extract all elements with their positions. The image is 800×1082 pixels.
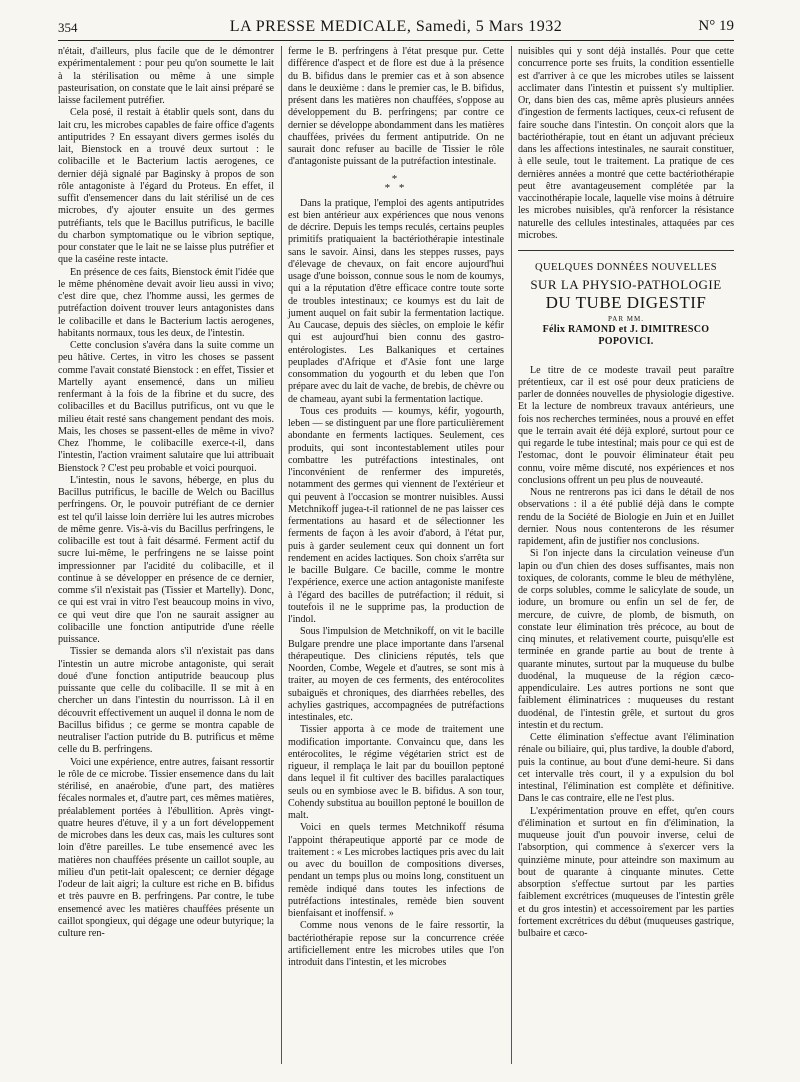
paragraph: Si l'on injecte dans la circulation veineuse d'un lapin ou d'un chien des doses suffisantes, mais non toxiques, de colorants, comme le bleu de méthylène, de corps solubles, comme le salicylate de soude, un iodure, un bromure ou enfin un sel de fer, de mercure, de cuivre, de plomb, de bismuth, on constate leur élimination très précoce, au bout de cinq minutes, et relativement courte, puisqu'elle est terminée en grande partie au bout de trente à quarante minutes, surtout par la muqueuse du bulbe duodénal, la muqueuse de la région cæco-appendiculaire. Les autres portions ne sont que faiblement éliminatrices : muqueuses du restant duodénal, de l'intestin grêle, et surtout du gros intestin et du rectum. bbox=[518, 548, 734, 731]
issue-number: N° 19 bbox=[698, 18, 734, 34]
article-byline-par: PAR MM. bbox=[608, 315, 644, 323]
header-rule bbox=[58, 40, 734, 41]
column-3-bottom bbox=[518, 365, 734, 941]
article-title-line-1: SUR LA PHYSIO-PATHOLOGIE bbox=[530, 277, 722, 292]
paragraph: nuisibles qui y sont déjà installés. Pour que cette concurrence porte ses fruits, la condition essentielle est d'arriver à ce que les microbes utiles se laissent acclimater dans l'intestin et puissent s'y multiplier. Or, dans bien des cas, même après plusieurs années d'ingestion de ferments lactiques, ceux-ci refusent de faire souche dans l'intestin. On conçoit alors que la bactériothérapie, tout en étant un adjuvant précieux dans les affections intestinales, ne saurait constituer, à elle seule, tout le traitement. La pratique de ces dernières années a montré que cette bactériothérapie peut être avantageusement complétée par la vaccinothérapie locale, laquelle vise moins à détruire les microbes nuisibles, qu'à renforcer la résistance naturelle des cellules intestinales, attaquées par ces microbes. bbox=[518, 46, 734, 241]
column-divider bbox=[281, 46, 282, 1064]
column-3-top bbox=[518, 46, 734, 242]
paragraph: Tissier apporta à ce mode de traitement une modification importante. Convaincu que, dans les entérocolites, le régime végétarien strict est de rigueur, il remplaça le lait par du bouillon peptoné dans lequel il fit cultiver des bacilles paralactiques seuls ou en symbiose avec le B. bifidus. A son tour, Cohendy substitua au bouillon peptoné le bouillon de malt. bbox=[288, 724, 504, 821]
paragraph: Voici une expérience, entre autres, faisant ressortir le rôle de ce microbe. Tissier ensemence dans du lait stérilisé, en anaérobie, d'une part, des matières fécales normales et, d'autre part, ces mêmes matières, préalablement portées à l'ébullition. Après vingt-quatre heures d'étuve, il y a un fort développement de microbes dans les deux cas, mais les cultures sont loin d'être pareilles. Le tube ensemencé avec les matières non chauffées présente un caillot souple, au milieu d'un petit-lait opalescent; ce dernier dégage l'odeur de lait aigri; la culture est riche en B. bifidus et très pauvre en B. perfringens. Par contre, le tube ensemencé avec les matières chauffées présente un caillot spongieux, qui dégage une odeur butyrique; la culture ren- bbox=[58, 756, 274, 939]
journal-title: LA PRESSE MEDICALE, Samedi, 5 Mars 1932 bbox=[229, 18, 563, 35]
column-2-top bbox=[288, 46, 504, 169]
paragraph: Nous ne rentrerons pas ici dans le détail de nos observations : il a été publié déjà dans le compte rendu de la Société de Biologie en Juin et en Juillet dernier. Nous nous contenterons de les résumer rapidement, afin de justifier nos conclusions. bbox=[518, 487, 734, 547]
paragraph: L'expérimentation prouve en effet, qu'en cours d'élimination et surtout en fin d'élimination, la muqueuse jouit d'un pouvoir inverse, celui de l'absorption, qui commence à s'exercer vers la quinzième minute, pour atteindre son maximum au bout de quarante à cinquante minutes. Cette absorption s'effectue surtout par les parties faiblement excrétrices (muqueuses de l'intestin grêle et du gros intestin) et accessoirement par les parties fortement excrétrices du début (muqueuses gastrique, bulbaire et cæco- bbox=[518, 805, 734, 939]
paragraph: Comme nous venons de le faire ressortir, la bactériothérapie repose sur la concurrence créée artificiellement entre les microbes utiles que l'on introduit dans l'intestin, et les microbes bbox=[288, 920, 504, 968]
paragraph: Cette élimination s'effectue avant l'élimination rénale ou biliaire, qui, plus tardive, la double d'abord, puis la continue, au bout d'une demi-heure. Si dans cet intervalle très court, il y a expulsion du bol intestinal, l'élimination est complète et définitive. Dans le cas contraire, elle ne l'est plus. bbox=[518, 732, 734, 805]
page-header bbox=[58, 14, 734, 42]
article-authors: Félix RAMOND et J. DIMITRESCO POPOVICI. bbox=[542, 324, 710, 348]
paragraph: En présence de ces faits, Bienstock émit l'idée que le même phénomène devait avoir lieu aussi in vivo; c'est dire que, chez l'homme aussi, les germes de putréfaction doivent trouver leurs antagonistes dans le colibacille et dans le Bacterium lactis aerogenes, habitants normaux, tous les deux, de l'intestin. bbox=[58, 266, 274, 339]
column-3 bbox=[518, 46, 734, 940]
paragraph: Sous l'impulsion de Metchnikoff, on vit le bacille Bulgare prendre une place importante dans l'arsenal thérapeutique. Des cliniciens réputés, tels que Noorden, Combe, Wegele et d'autres, se sont mis à traiter, au moyen de ces ferments, des entérocolites subaiguës et chroniques, des diarrhées rebelles, des achylies gastriques, accompagnées de putréfactions intestinales, etc. bbox=[288, 626, 504, 723]
paragraph: Dans la pratique, l'emploi des agents antiputrides est bien antérieur aux expériences que nous venons de décrire. Depuis les temps reculés, certains peuples primitifs pratiquaient la bactériothérapie intestinale sans le savoir. Ainsi, dans les steppes russes, pays d'élevage de chevaux, on fait encore aujourd'hui usage d'une boisson, connue sous le nom de koumys, qui a la réputation d'être efficace contre toute sorte de troubles intestinaux; ce koumys est du lait de jument auquel on fait subir la fermentation lactique. Au Caucase, depuis des siècles, on emploie le kéfir qui est aujourd'hui bien connu des gastro-entérologistes. Les Balkaniques et certaines peuplades d'Afrique et d'Asie font une large consommation du yogourth et du leben que l'on prépare avec du lait de vache, de brebis, de chèvre ou de chameau, ayant subi la fermentation lactique. bbox=[288, 197, 504, 405]
section-separator: * * * bbox=[384, 172, 408, 194]
paragraph: Cela posé, il restait à établir quels sont, dans du lait cru, les microbes capables de faire office d'agents antiputrides ? En essayant divers germes isolés du lait, Bienstock en a trouvé deux surtout : le colibacille et le Bacterium lactis aerogenes, ce dernier déjà signalé par Baginsky à propos de son rôle antagoniste à l'égard du Proteus. En effet, il suffit d'ensemencer dans du lait stérilisé un de ces microbes, d'y ajouter ensuite un des germes putréfiants, tels que le Bacillus putrificus, le bacille du charbon symptomatique ou le vibrion septique, pour constater que le lait ne se laisse plus putréfier et que la caséine reste intacte. bbox=[58, 107, 274, 266]
column-1 bbox=[58, 46, 274, 940]
column-2-bottom bbox=[288, 198, 504, 970]
column-2 bbox=[288, 46, 504, 969]
paragraph: Cette conclusion s'avéra dans la suite comme un peu hâtive. Certes, in vitro les choses se passent comme l'avait constaté Bienstock : en effet, Tissier et Martelly ayant ensemencé, dans un milieu renfermant à la fois de la fibrine et du sucre, des colibacilles et du Bacillus putrificus, ont vu que le milieu était resté sans changement pendant des mois. Mais, les choses se passent-elles de même in vivo? Chez l'homme, le colibacille exerce-t-il, dans l'intestin, l'action vraiment salutaire que lui attribuait Bienstock ? C'est peu probable et voici pourquoi. bbox=[58, 340, 274, 474]
article-kicker: QUELQUES DONNÉES NOUVELLES bbox=[535, 262, 717, 273]
article-rule bbox=[518, 250, 734, 251]
column-divider bbox=[511, 46, 512, 1064]
paragraph: Tissier se demanda alors s'il n'existait pas dans l'intestin un autre microbe antagoniste, qui serait doué d'une fonction antiputride beaucoup plus puissante que celle du colibacille. Il se mit à en chercher un dans l'intestin du nourrisson. Là il en découvrit effectivement un auquel il donna le nom de Bacillus bifidus ; ce germe se montra capable de neutraliser l'action putride du B. putrificus et même celle du B. perfringens. bbox=[58, 646, 274, 756]
page-number: 354 bbox=[58, 20, 78, 35]
paragraph: ferme le B. perfringens à l'état presque pur. Cette différence d'aspect et de flore est due à la présence du B. bifidus dans le premier cas et à son absence dans le deuxième : dans le premier cas, le B. bifidus, présent dans les matières non chauffées, s'oppose au développement du B. perfringens; par contre ce dernier se développe abondamment dans les matières chauffées, privées du ferment antiputride. On ne saurait donc refuser au bacille de Tissier le rôle d'antagoniste puissant de la putréfaction intestinale. bbox=[288, 46, 504, 168]
paragraph: Le titre de ce modeste travail peut paraître prétentieux, car il est osé pour deux praticiens de parler de données nouvelles de physiologie digestive. Et la lecture de nombreux travaux antérieurs, une fois nos recherches terminées, nous a prouvé en effet que le terrain avait été déjà exploré, surtout pour ce qui regarde le tube intestinal; mais pour ce qui est de l'estomac, dont le pouvoir éliminateur était peu connu, voire même discuté, nos expériences et nos conclusions offrent un peu plus de nouveauté. bbox=[518, 364, 734, 486]
paragraph: n'était, d'ailleurs, plus facile que de le démontrer expérimentalement : pour peu qu'on soumette le lait à la stérilisation ou même à une simple pasteurisation, on constate que le lait ainsi préparé se laisse facilement putréfier. bbox=[58, 46, 274, 106]
article-title-line-2: DU TUBE DIGESTIF bbox=[545, 293, 707, 312]
paragraph: Voici en quels termes Metchnikoff résuma l'appoint thérapeutique apporté par ce mode de traitement : « Les microbes lactiques pris avec du lait ou avec du bouillon de compositions diverses, pendant un temps plus ou moins long, constituent un remède indiqué dans toutes les infections de putréfactions intestinales, remède bien souvent bienfaisant et inoffensif. » bbox=[288, 822, 504, 919]
paragraph: L'intestin, nous le savons, héberge, en plus du Bacillus putrificus, le bacille de Welch ou Bacillus perfringens. Or, le pouvoir putréfiant de ce dernier est tel qu'il laisse loin derrière lui les autres microbes de même genre. Vis-à-vis du Bacillus perfringens, le colibacille est tout à fait désarmé. Ferment actif du sucre lui-même, le perfringens ne se laisse point impressionner par l'acidité du colibacille, et il continue à se développer en présence de ce dernier, comme s'il n'existait pas (Tissier et Martelly). Donc, ce qui est vrai in vitro l'est beaucoup moins in vivo, ce qui veut dire que l'on ne saurait assigner au colibacille une fonction antiputride d'une réelle puissance. bbox=[58, 474, 274, 645]
paragraph: Tous ces produits — koumys, kéfir, yogourth, leben — se distinguent par une flore particulièrement abondante en ferments lactiques. Seulement, ces produits, qui sont incontestablement utiles pour combattre les putréfactions intestinales, ont l'inconvénient de renfermer des impuretés, notamment des germes qui viennent de l'extérieur et qui peuvent à l'occasion se montrer nuisibles. Aussi Metchnikoff jugea-t-il rationnel de ne pas laisser ces fermentations au hasard et de sélectionner les ferments de façon à les avoir d'abord, à l'état pur, puis à garder seulement ceux qui donnent un fort rendement en acides lactiques. Son choix s'arrêta sur le bacille Bulgare. Ce bacille, comme le montre l'expérience, exerce une action antagoniste manifeste à l'égard des bacilles de putréfaction; il réduit, si toutefois il ne le supprime pas, la production de l'indol. bbox=[288, 405, 504, 625]
